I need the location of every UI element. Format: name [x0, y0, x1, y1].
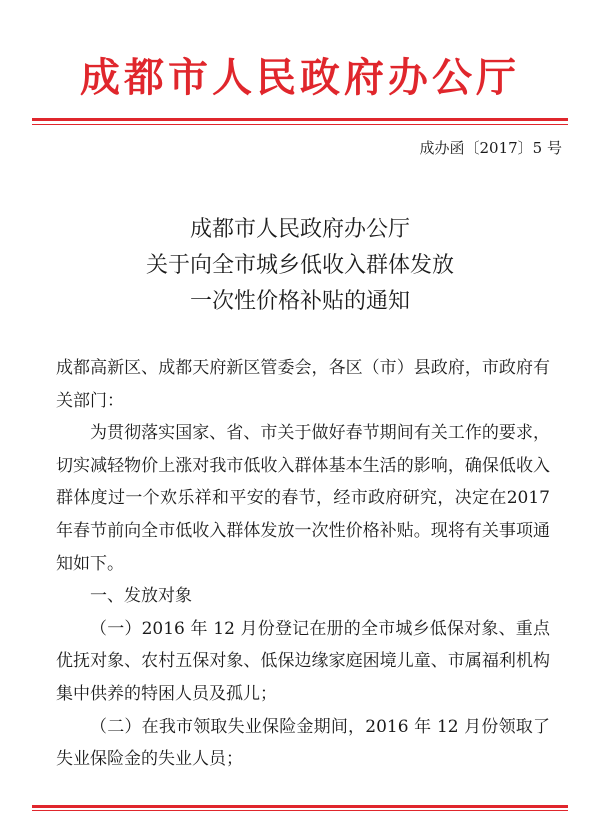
subject-line-1: 成都市人民政府办公厅	[189, 217, 410, 242]
document-number: 成办函〔2017〕5 号	[419, 139, 562, 157]
list-item-1: （一）2016 年 12 月份登记在册的全市城乡低保对象、重点优抚对象、农村五保对象、低保边缘家庭困境儿童、市属福利机构集中供养的特困人员及孤儿；	[56, 618, 550, 704]
footer-red-rule-thick	[32, 805, 568, 808]
section-heading: 一、发放对象	[90, 586, 192, 607]
subject-line-3: 一次性价格补贴的通知	[189, 289, 410, 314]
intro-paragraph: 为贯彻落实国家、省、市关于做好春节期间有关工作的要求，切实减轻物价上涨对我市低收入群体基本生活的影响，确保低收入群体度过一个欢乐祥和平安的春节，经市政府研究，决定在2017 年春节前向全市低收入群体发放一次性价格补贴。现将有关事项通知如下。	[56, 423, 550, 574]
addressee-paragraph: 成都高新区、成都天府新区管委会，各区（市）县政府，市政府有关部门：	[56, 358, 550, 411]
list-item-2: （二）在我市领取失业保险金期间，2016 年 12 月份领取了失业保险金的失业人员；	[56, 716, 550, 770]
document-body	[56, 352, 550, 776]
document-subject	[0, 212, 600, 320]
header-red-rule-thin	[32, 124, 568, 125]
issuer-header: 成都市人民政府办公厅	[80, 55, 520, 101]
header-red-rule-thick	[32, 118, 568, 121]
subject-line-2: 关于向全市城乡低收入群体发放	[145, 253, 454, 278]
footer-red-rule-thin	[32, 810, 568, 811]
